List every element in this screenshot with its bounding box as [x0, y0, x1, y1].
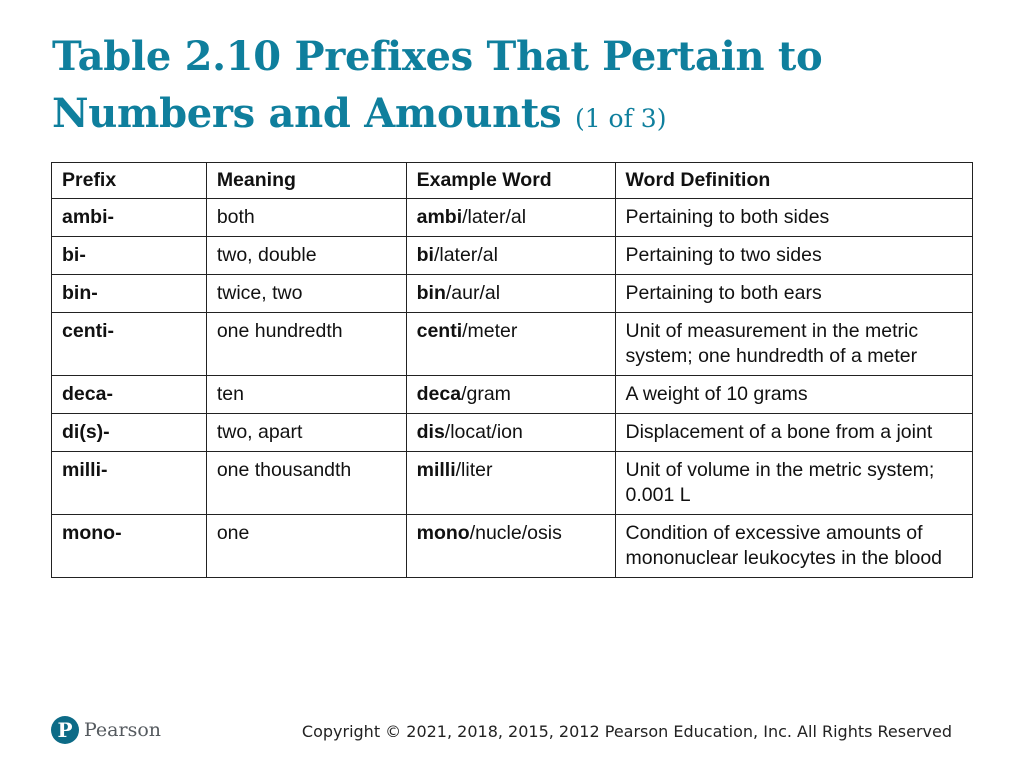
table-row — [52, 414, 973, 452]
word-definition-cell: A weight of 10 grams — [615, 376, 973, 414]
word-definition-cell: Unit of volume in the metric system; 0.001 L — [615, 452, 973, 515]
meaning-cell: one hundredth — [206, 313, 406, 376]
slide-title-main: Table 2.10 Prefixes That Pertain to Numbers and Amounts — [52, 33, 823, 137]
slide-title — [52, 28, 992, 147]
column-header-example-word: Example Word — [406, 163, 615, 199]
example-word-cell — [406, 313, 615, 376]
example-word-cell — [406, 452, 615, 515]
word-definition-cell: Pertaining to two sides — [615, 237, 973, 275]
meaning-cell: two, double — [206, 237, 406, 275]
pearson-wordmark: Pearson — [84, 719, 162, 741]
example-word-cell — [406, 414, 615, 452]
example-word-prefix: ambi — [416, 206, 463, 228]
pearson-logo — [51, 712, 161, 748]
example-word-prefix: milli — [416, 459, 456, 481]
prefix-cell: mono- — [52, 515, 207, 578]
table-row — [52, 376, 973, 414]
example-word-remainder: /gram — [461, 383, 511, 405]
example-word-remainder: /liter — [455, 459, 493, 481]
meaning-cell: twice, two — [206, 275, 406, 313]
word-definition-cell: Displacement of a bone from a joint — [615, 414, 973, 452]
example-word-prefix: dis — [416, 421, 445, 443]
example-word-cell — [406, 515, 615, 578]
example-word-remainder: /aur/al — [445, 282, 501, 304]
prefix-cell: centi- — [52, 313, 207, 376]
prefix-cell: ambi- — [52, 199, 207, 237]
column-header-meaning: Meaning — [206, 163, 406, 199]
prefix-cell: bin- — [52, 275, 207, 313]
prefix-cell: milli- — [52, 452, 207, 515]
column-header-word-definition: Word Definition — [615, 163, 973, 199]
slide-title-part: (1 of 3) — [574, 104, 667, 133]
example-word-prefix: deca — [416, 383, 462, 405]
example-word-cell — [406, 199, 615, 237]
word-definition-cell: Pertaining to both sides — [615, 199, 973, 237]
table-row — [52, 199, 973, 237]
column-header-prefix: Prefix — [52, 163, 207, 199]
example-word-remainder: /locat/ion — [444, 421, 523, 443]
meaning-cell: one thousandth — [206, 452, 406, 515]
table-body — [52, 199, 973, 578]
prefix-table — [51, 162, 973, 578]
prefix-cell: bi- — [52, 237, 207, 275]
example-word-cell — [406, 237, 615, 275]
prefix-cell: di(s)- — [52, 414, 207, 452]
table-row — [52, 313, 973, 376]
example-word-cell — [406, 275, 615, 313]
meaning-cell: ten — [206, 376, 406, 414]
example-word-prefix: bin — [416, 282, 446, 304]
table-header-row — [52, 163, 973, 199]
example-word-prefix: bi — [416, 244, 434, 266]
table-row — [52, 237, 973, 275]
example-word-remainder: /nucle/osis — [469, 522, 562, 544]
example-word-cell — [406, 376, 615, 414]
word-definition-cell: Condition of excessive amounts of mononuclear leukocytes in the blood — [615, 515, 973, 578]
word-definition-cell: Pertaining to both ears — [615, 275, 973, 313]
example-word-remainder: /later/al — [462, 206, 527, 228]
meaning-cell: one — [206, 515, 406, 578]
prefix-cell: deca- — [52, 376, 207, 414]
word-definition-cell: Unit of measurement in the metric system; one hundredth of a meter — [615, 313, 973, 376]
table-row — [52, 275, 973, 313]
example-word-prefix: centi — [416, 320, 463, 342]
table-row — [52, 452, 973, 515]
example-word-remainder: /later/al — [433, 244, 498, 266]
pearson-p-icon: P — [51, 716, 79, 744]
table-row — [52, 515, 973, 578]
meaning-cell: both — [206, 199, 406, 237]
copyright-notice: Copyright © 2021, 2018, 2015, 2012 Pearson Education, Inc. All Rights Reserved — [301, 722, 952, 741]
meaning-cell: two, apart — [206, 414, 406, 452]
example-word-remainder: /meter — [462, 320, 518, 342]
example-word-prefix: mono — [416, 522, 470, 544]
